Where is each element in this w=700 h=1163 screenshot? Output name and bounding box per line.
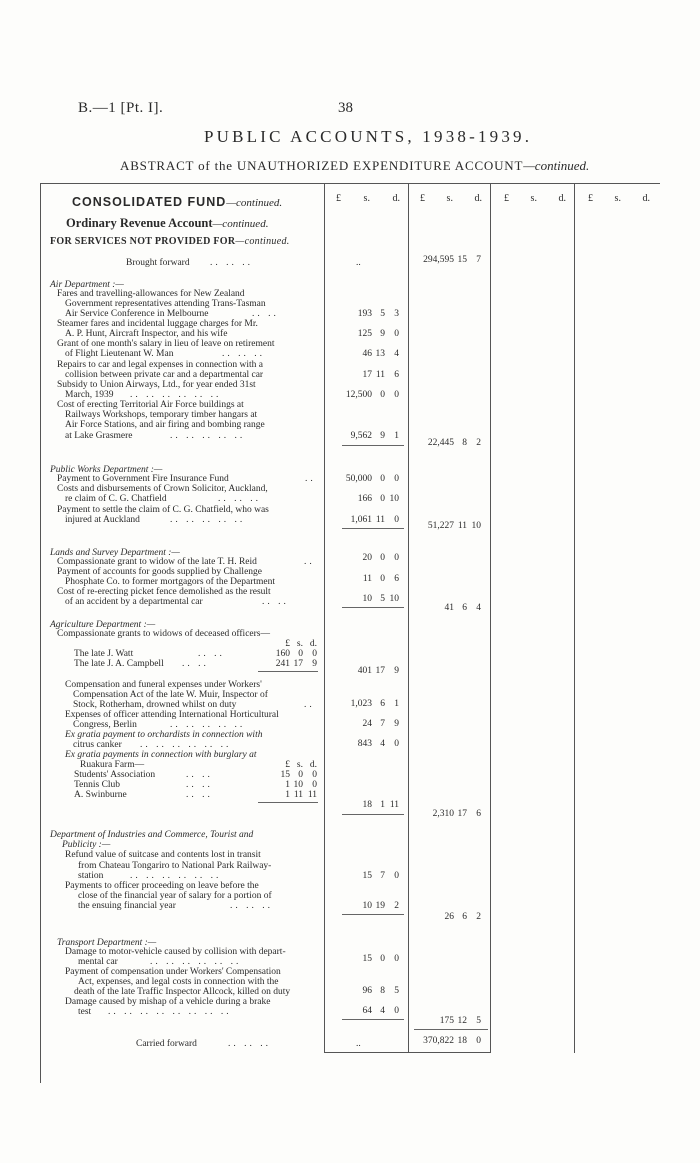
text-line: of Flight Lieutenant W. Man (65, 349, 174, 359)
leader-dots: .. .. .. (210, 258, 253, 268)
widow-name: The late J. A. Campbell (74, 659, 164, 669)
leader-dots: .. .. .. (230, 901, 273, 911)
total-rule (414, 1029, 488, 1030)
leader-dots: .. .. (198, 649, 225, 659)
text-line: Congress, Berlin (73, 720, 137, 730)
subtotal-rule (258, 671, 318, 672)
text-line: Grant of one month's salary in lieu of leave on retirement (57, 339, 275, 349)
text-line: Phosphate Co. to former mortgagors of the Department (65, 577, 276, 587)
subtotal-rule (258, 802, 318, 803)
burglary-name: A. Swinburne (74, 790, 127, 800)
text-line: of an accident by a departmental car (65, 597, 203, 607)
table-bottom-rule (324, 1052, 491, 1053)
text-line: Compensation Act of the late W. Muir, Inspector of (73, 690, 268, 700)
text-line: Cost of re-erecting picket fence demolished as the result (57, 587, 271, 597)
text-line: collision between private car and a departmental car (65, 370, 264, 380)
brought-forward-dash: .. (356, 258, 361, 268)
text-line: Railways Workshops, temporary timber hangars at (65, 410, 258, 420)
text-line: the ensuing financial year (78, 901, 176, 911)
carried-forward-label: Carried forward (136, 1039, 197, 1049)
text-line: Air Service Conference in Melbourne (65, 309, 209, 319)
text-line: Repairs to car and legal expenses in connection with a (57, 360, 264, 370)
text-line: Payment of accounts for goods supplied by Challenge (57, 567, 263, 577)
burglary-name: Tennis Club (74, 780, 121, 790)
leader-dots: .. .. (186, 770, 213, 780)
text-line: citrus canker (73, 740, 122, 750)
col-rule-1 (324, 183, 325, 1053)
brought-forward-label: Brought forward (126, 258, 190, 268)
section-heading-public-works: Public Works Department :— (50, 465, 163, 475)
leader-dots: .. .. .. (228, 1039, 271, 1049)
leader-dots: .. .. .. .. .. .. (150, 957, 242, 967)
subtotal-rule (342, 814, 404, 815)
services-heading: FOR SERVICES NOT PROVIDED FOR—continued. (50, 236, 290, 247)
leader-dots: .. .. (186, 790, 213, 800)
text-line: death of the late Traffic Inspector Allcock, killed on duty (74, 987, 291, 997)
leader-dots: .. .. .. .. .. .. (130, 871, 222, 881)
text-line: Refund value of suitcase and contents lost in transit (65, 850, 261, 860)
text-line: station (78, 871, 104, 881)
table-top-rule (40, 183, 660, 184)
text-line: Damage to motor-vehicle caused by collision with depart- (65, 947, 286, 957)
account-title: Ordinary Revenue Account—continued. (66, 216, 269, 230)
subtotal-rule (342, 1019, 404, 1020)
subtitle-cont: —continued. (523, 158, 590, 173)
leader-dots: .. .. .. .. .. (170, 431, 246, 441)
section-heading-air: Air Department :— (50, 280, 124, 290)
subtotal-rule (342, 914, 404, 915)
text-line: Act, expenses, and legal costs in connection with the (78, 977, 279, 987)
text-line: Ex gratia payment to orchardists in connection with (65, 730, 263, 740)
text-line: from Chateau Tongariro to National Park Railway- (78, 861, 272, 871)
col-rule-4 (574, 183, 575, 1053)
leader-dots: .. (304, 700, 315, 710)
text-line: Payments to officer proceeding on leave before the (65, 881, 259, 891)
text-line: A. P. Hunt, Aircraft Inspector, and his wife (65, 329, 228, 339)
text-line: test (78, 1007, 92, 1017)
text-line: Payment of compensation under Workers' Compensation (65, 967, 281, 977)
section-heading-agriculture: Agriculture Department :— (50, 620, 156, 630)
leader-dots: .. (304, 557, 315, 567)
subtitle-main: ABSTRACT of the UNAUTHORIZED EXPENDITURE ACCOUNT (120, 158, 524, 173)
text-line: Government representatives attending Trans-Tasman (65, 299, 266, 309)
text-line: March, 1939 (65, 390, 114, 400)
col-head-2: £ s. d. (420, 193, 482, 204)
leader-dots: .. .. .. (222, 349, 265, 359)
leader-dots: .. (305, 474, 316, 484)
leader-dots: .. .. (186, 780, 213, 790)
text-line: injured at Auckland (65, 515, 140, 525)
col-rule-2 (408, 183, 409, 1053)
text-line: Subsidy to Union Airways, Ltd., for year ended 31st (57, 380, 256, 390)
text-line: Air Force Stations, and air firing and bombing range (65, 420, 265, 430)
leader-dots: .. .. .. .. .. (170, 515, 246, 525)
text-line: close of the financial year of salary for a portion of (78, 891, 272, 901)
leader-dots: .. .. (252, 309, 279, 319)
text-line: Ruakura Farm— (80, 760, 145, 770)
text-line: Cost of erecting Territorial Air Force buildings at (57, 400, 244, 410)
page-title: PUBLIC ACCOUNTS, 1938-1939. (204, 127, 533, 146)
col-rule-3 (490, 183, 491, 1053)
text-line: Compassionate grants to widows of deceased officers— (57, 629, 270, 639)
leader-dots: .. .. .. (218, 494, 261, 504)
text-line: Ex gratia payments in connection with burglary at (65, 750, 257, 760)
section-heading-industries-cont: Publicity :— (62, 840, 111, 850)
col-head-3: £ s. d. (504, 193, 566, 204)
leader-dots: .. .. .. .. .. .. .. .. (108, 1007, 232, 1017)
report-reference: B.—1 [Pt. I]. (78, 100, 164, 116)
text-line: Damage caused by mishap of a vehicle during a brake (65, 997, 271, 1007)
leader-dots: .. .. .. .. .. .. (140, 740, 232, 750)
leader-dots: .. .. (262, 597, 289, 607)
text-line: Payment to settle the claim of C. G. Chatfield, who was (57, 505, 269, 515)
page-subtitle (120, 158, 589, 174)
section-heading-industries: Department of Industries and Commerce, Tourist and (50, 830, 254, 840)
page-number: 38 (338, 100, 353, 116)
text-line: re claim of C. G. Chatfield (65, 494, 167, 504)
text-line: Costs and disbursements of Crown Solicitor, Auckland, (57, 484, 268, 494)
text-line: Expenses of officer attending International Horticultural (65, 710, 279, 720)
leader-dots: .. .. .. .. .. (170, 720, 246, 730)
text-line: Payment to Government Fire Insurance Fund (57, 474, 229, 484)
section-heading-lands: Lands and Survey Department :— (50, 548, 180, 558)
text-line: mental car (78, 957, 118, 967)
widow-name: The late J. Watt (74, 649, 134, 659)
leader-dots: .. .. .. .. .. .. (130, 390, 222, 400)
section-heading-transport: Transport Department :— (57, 938, 157, 948)
text-line: Compensation and funeral expenses under Workers' (65, 680, 262, 690)
subtotal-rule (342, 528, 404, 529)
table-left-rule (40, 183, 41, 1083)
text-line: Stock, Rotherham, drowned whilst on duty (73, 700, 237, 710)
subtotal-rule (342, 445, 404, 446)
text-line: Fares and travelling-allowances for New Zealand (57, 289, 245, 299)
carried-forward-dash: .. (356, 1039, 361, 1049)
leader-dots: .. .. (182, 659, 209, 669)
col-head-1: £ s. d. (336, 193, 400, 204)
fund-title: CONSOLIDATED FUND—continued. (72, 195, 283, 209)
text-line: at Lake Grasmere (65, 431, 133, 441)
col-head-4: £ s. d. (588, 193, 650, 204)
subtotal-rule (342, 607, 404, 608)
text-line: Compassionate grant to widow of the late T. H. Reid (57, 557, 257, 567)
text-line: Steamer fares and incidental luggage charges for Mr. (57, 319, 258, 329)
burglary-name: Students' Association (74, 770, 156, 780)
